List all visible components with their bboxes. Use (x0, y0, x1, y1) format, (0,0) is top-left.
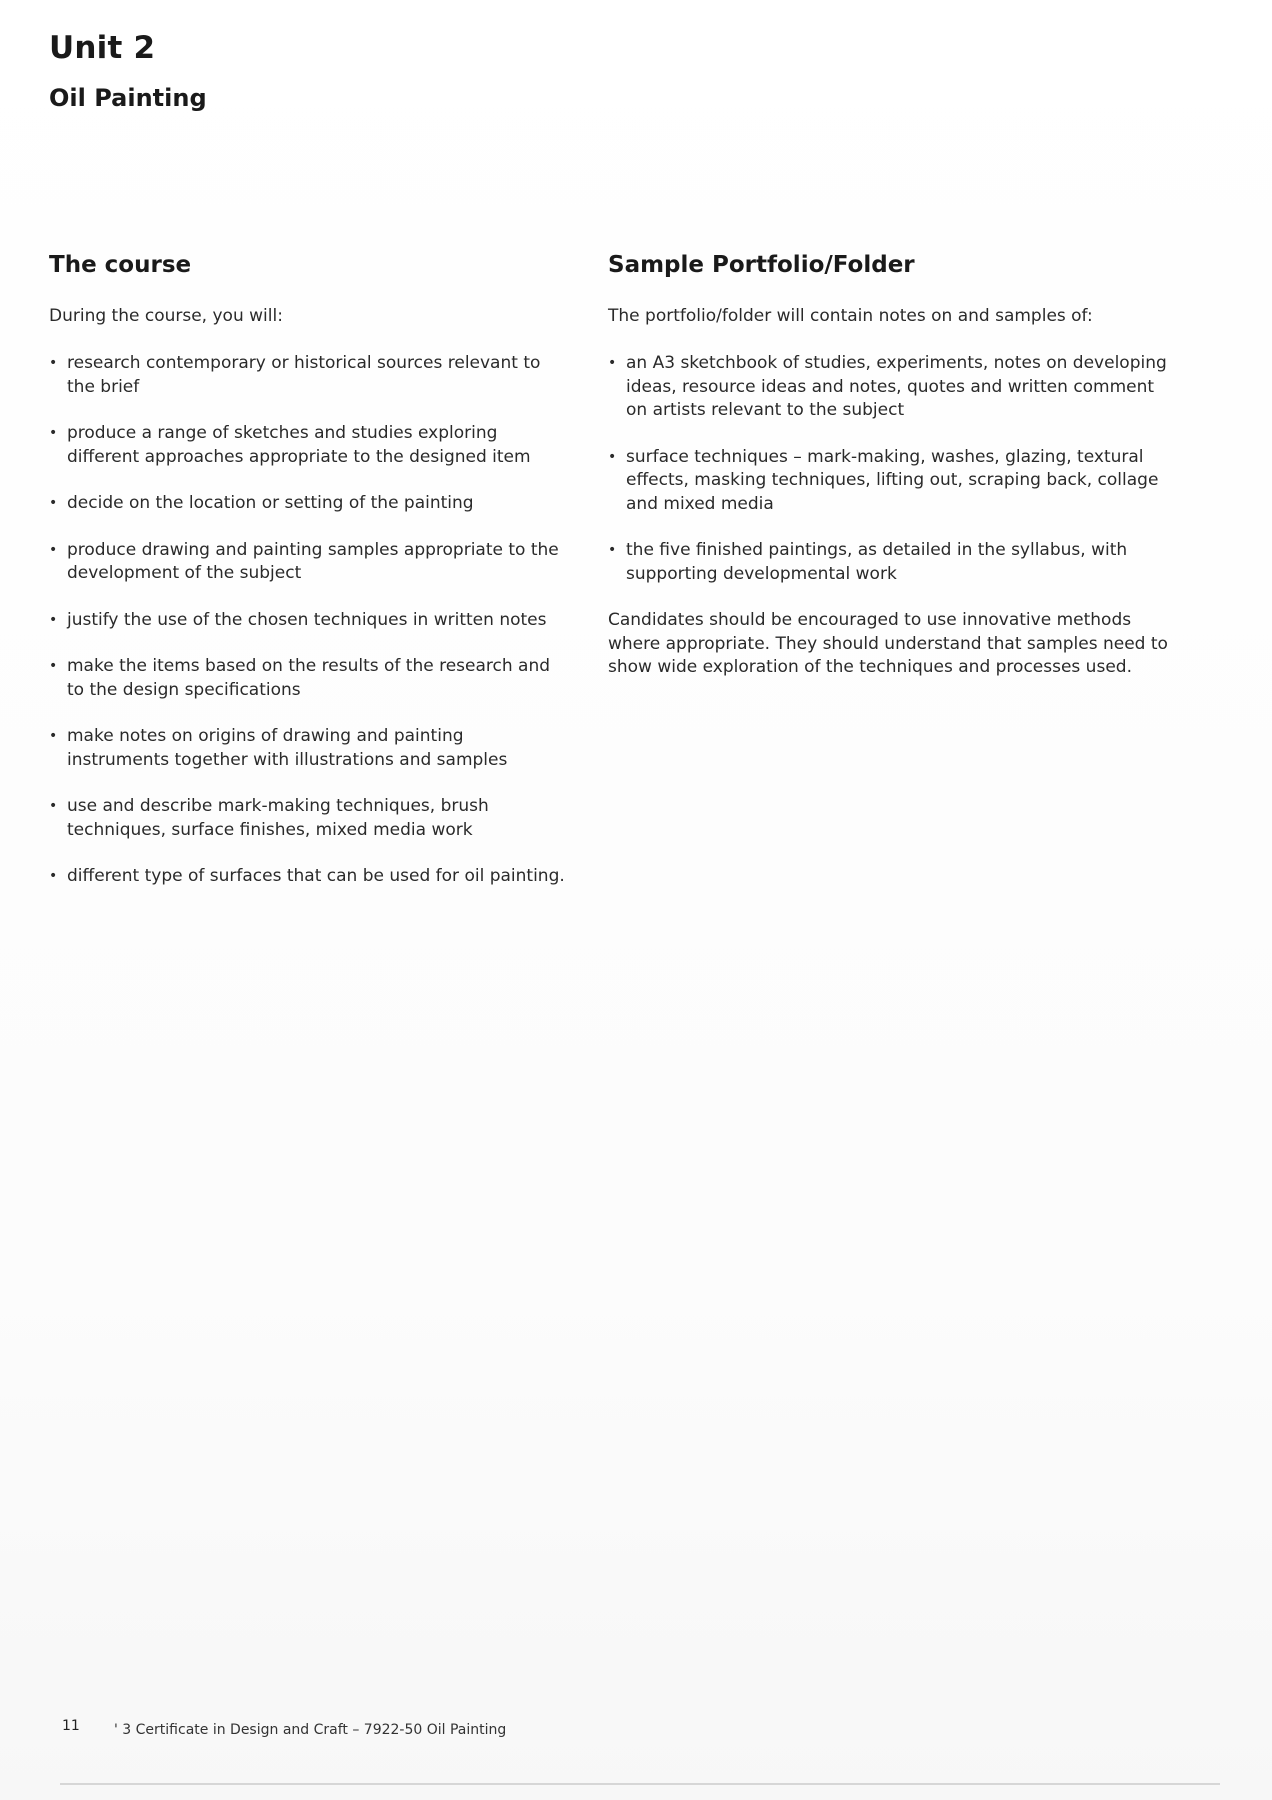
list-item (49, 492, 569, 516)
list-item-text: surface techniques – mark-making, washes, glazing, textural effects, masking techniques, lifting out, scraping back, collage and mixed media (626, 446, 1159, 514)
list-item (49, 865, 569, 889)
list-item (608, 446, 1168, 517)
bullet-icon: • (49, 541, 58, 558)
list-item (49, 609, 569, 633)
bullet-icon: • (49, 658, 58, 674)
page-number: 11 (62, 1718, 80, 1734)
list-item-text: make the items based on the results of the research and to the design specifications (67, 656, 551, 700)
list-item (49, 655, 569, 702)
list-item-text: an A3 sketchbook of studies, experiments, notes on developing ideas, resource ideas and notes, quotes and written comment on artists relevant to the subject (626, 353, 1167, 420)
portfolio-section (608, 248, 1168, 680)
portfolio-list (608, 352, 1168, 586)
footer-text: ' 3 Certificate in Design and Craft – 7922-50 Oil Painting (114, 1722, 507, 1738)
course-heading: The course (49, 252, 192, 278)
list-item (49, 352, 569, 399)
bullet-icon: • (49, 611, 58, 628)
bullet-icon: • (49, 425, 58, 441)
list-item (49, 795, 569, 842)
list-item-text: produce drawing and painting samples appropriate to the development of the subject (67, 539, 559, 583)
course-section (49, 248, 569, 912)
bullet-icon: • (49, 868, 58, 884)
list-item (608, 539, 1168, 586)
list-item-text: different type of surfaces that can be used for oil painting. (67, 866, 565, 886)
list-item-text: produce a range of sketches and studies exploring different approaches appropriate to the designed item (67, 423, 531, 467)
list-item-text: decide on the location or setting of the painting (67, 493, 474, 513)
portfolio-closing-paragraph: Candidates should be encouraged to use innovative methods where appropriate. They should understand that samples need to show wide exploration of the techniques and processes used. (608, 610, 1168, 677)
portfolio-intro: The portfolio/folder will contain notes on and samples of: (608, 306, 1093, 326)
list-item-text: use and describe mark-making techniques, brush techniques, surface finishes, mixed media work (67, 796, 489, 840)
bullet-icon: • (608, 448, 617, 465)
portfolio-heading: Sample Portfolio/Folder (608, 252, 915, 278)
bullet-icon: • (49, 728, 58, 744)
page-edge-divider (60, 1783, 1220, 1785)
unit-title: Unit 2 (49, 30, 156, 66)
list-item-text: justify the use of the chosen techniques in written notes (67, 609, 547, 630)
course-list (49, 352, 569, 889)
list-item (49, 539, 569, 586)
bullet-icon: • (608, 542, 617, 558)
list-item (49, 725, 569, 772)
list-item-text: the five finished paintings, as detailed in the syllabus, with supporting developmental work (626, 540, 1128, 584)
list-item-text: make notes on origins of drawing and painting instruments together with illustrations and samples (67, 726, 508, 770)
bullet-icon: • (49, 495, 58, 511)
unit-subtitle: Oil Painting (49, 84, 207, 112)
course-intro: During the course, you will: (49, 306, 283, 326)
bullet-icon: • (49, 798, 58, 814)
list-item (608, 352, 1168, 423)
list-item-text: research contemporary or historical sources relevant to the brief (67, 353, 541, 397)
bullet-icon: • (608, 355, 617, 371)
bullet-icon: • (49, 355, 58, 371)
list-item (49, 422, 569, 469)
